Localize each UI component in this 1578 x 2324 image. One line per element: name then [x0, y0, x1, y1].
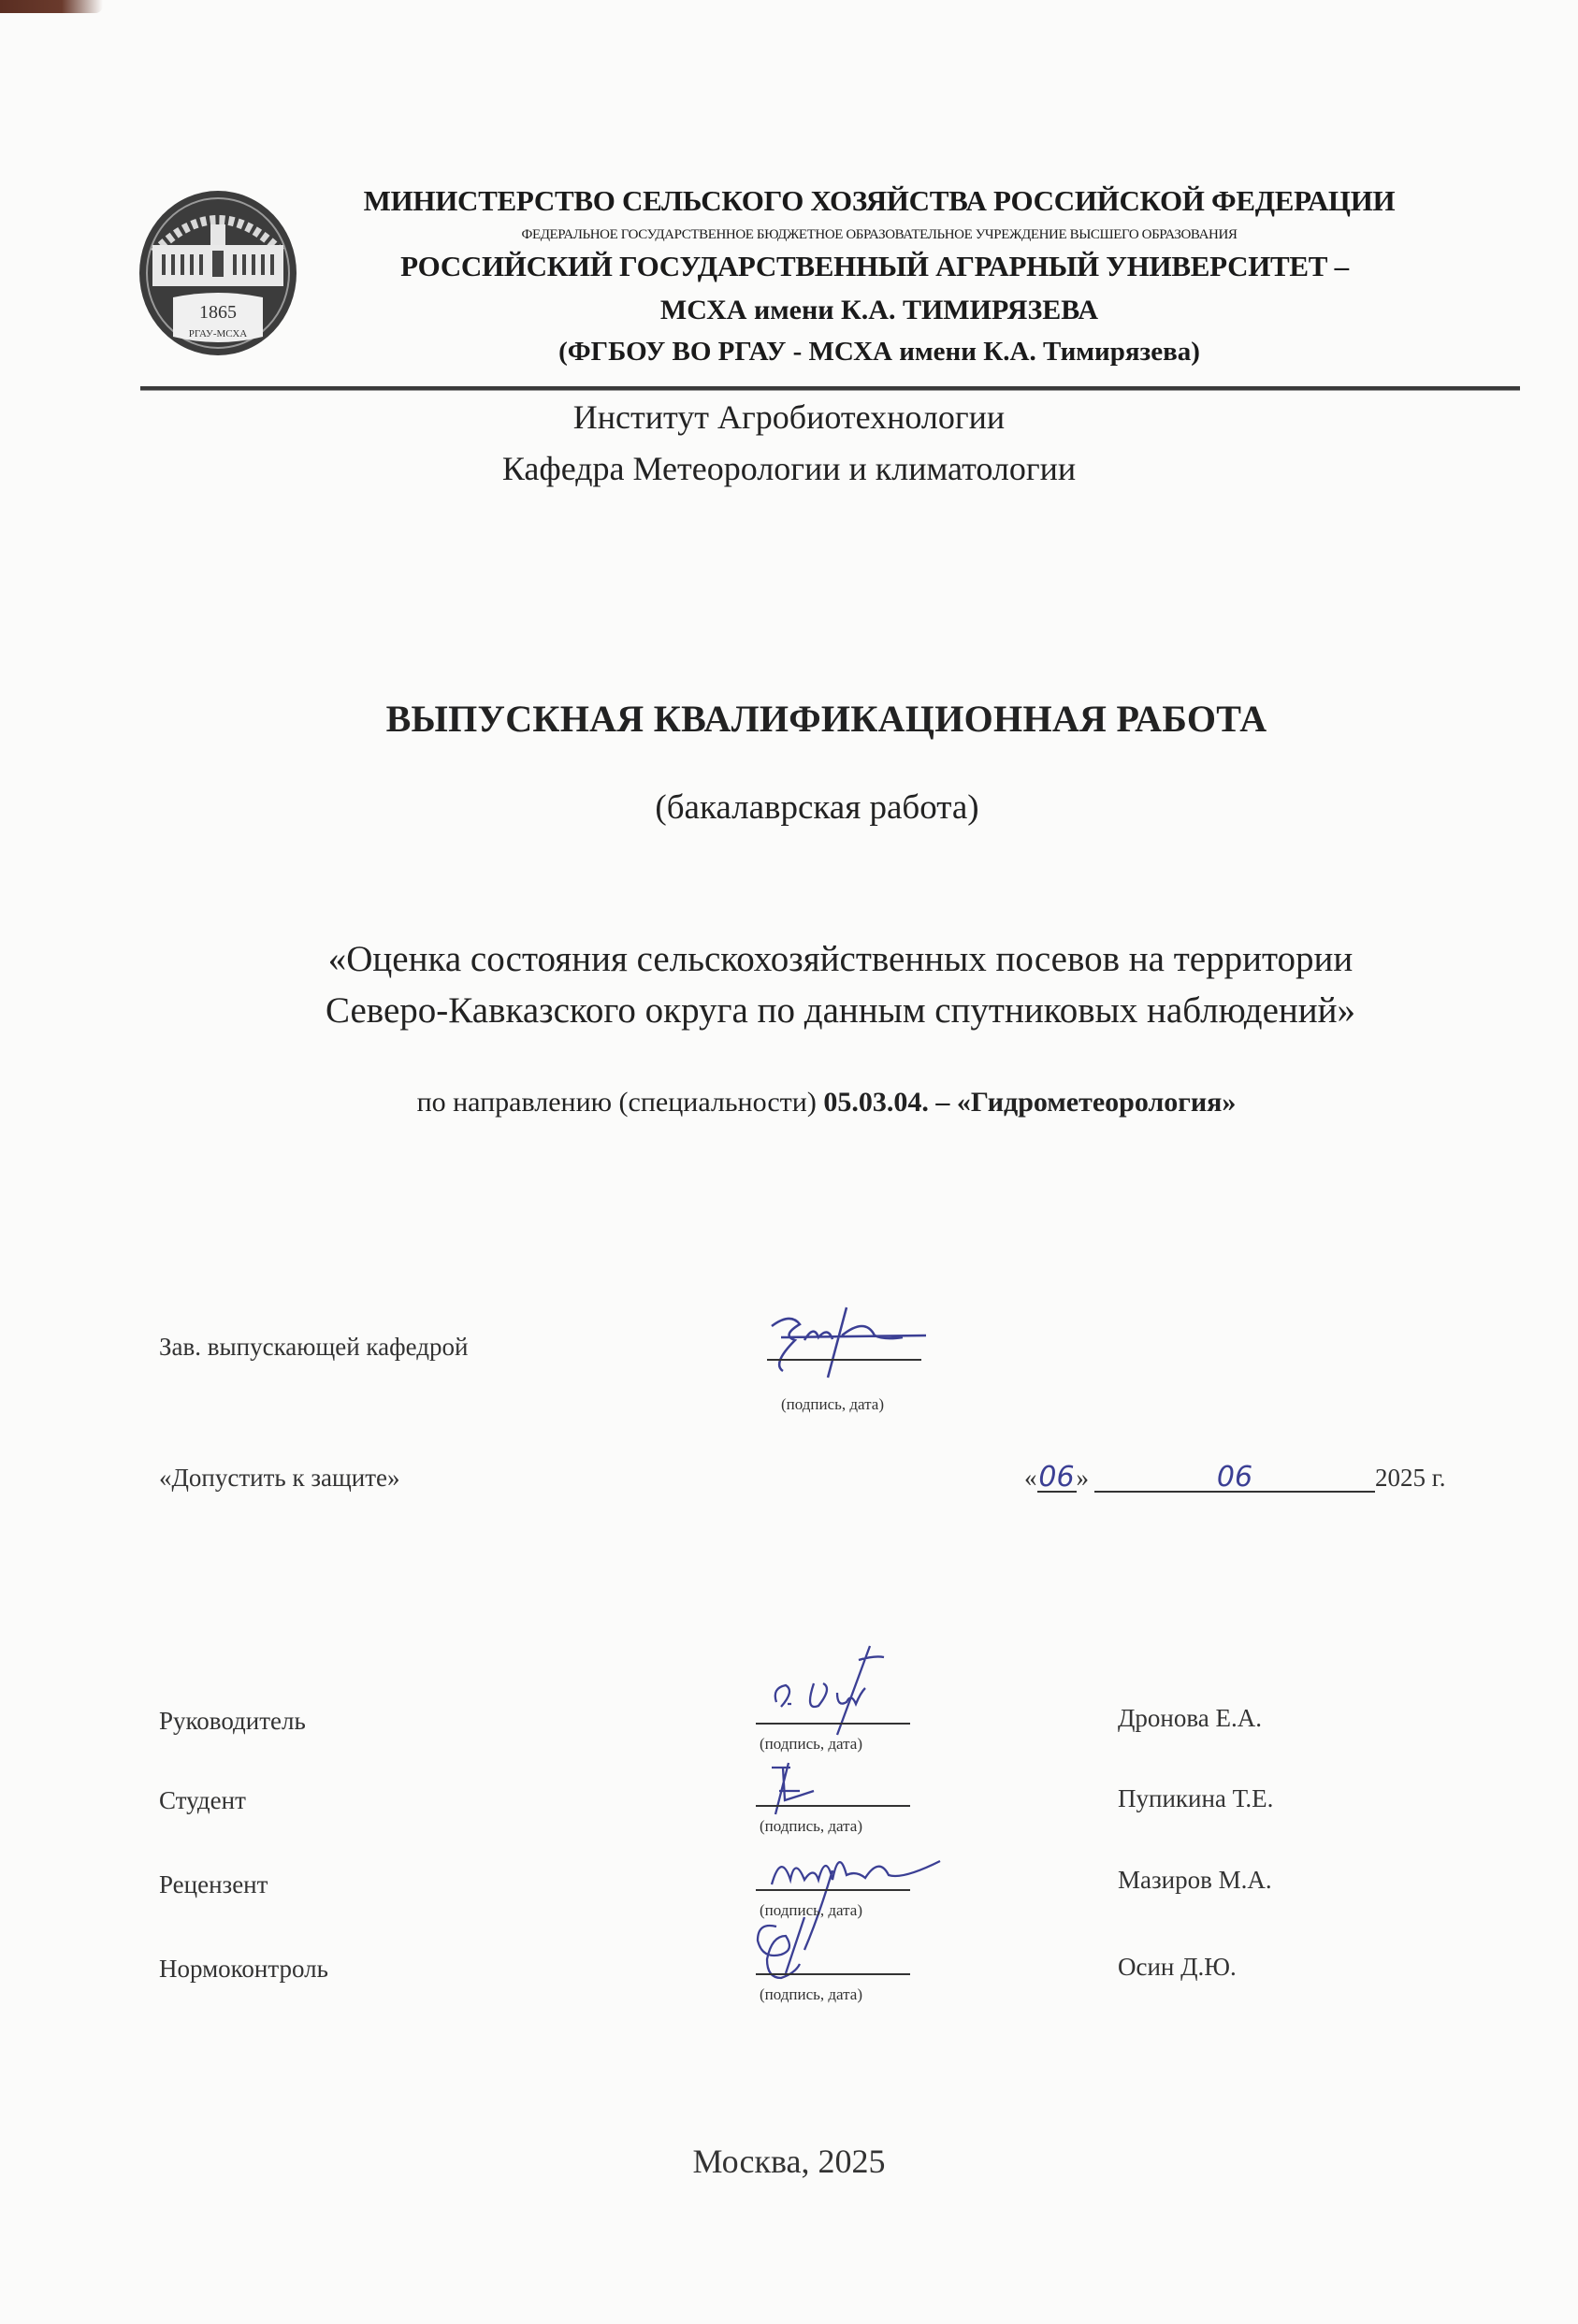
signature-caption: (подпись, дата)	[760, 1735, 863, 1753]
university-name-line1: РОССИЙСКИЙ ГОСУДАРСТВЕННЫЙ АГРАРНЫЙ УНИВЕРСИТЕТ –	[400, 250, 1349, 282]
signatory-name: Мазиров М.А.	[1118, 1866, 1272, 1894]
work-subtype: (бакалаврская работа)	[655, 788, 979, 827]
thesis-theme-line1: «Оценка состояния сельскохозяйственных посевов на территории	[327, 939, 1354, 979]
signature-line	[756, 1723, 910, 1725]
head-signature-caption: (подпись, дата)	[781, 1395, 885, 1413]
signature-line	[756, 1973, 910, 1975]
signatory-name: Дронова Е.А.	[1118, 1704, 1262, 1732]
signatory-name: Осин Д.Ю.	[1118, 1953, 1237, 1981]
university-abbreviation: (ФГБОУ ВО РГАУ - МСХА имени К.А. Тимирязева)	[558, 337, 1200, 367]
university-emblem-icon	[136, 187, 304, 360]
signature-caption: (подпись, дата)	[760, 1985, 863, 2003]
svg-text:1865: 1865	[199, 302, 237, 323]
signatory-role: Нормоконтроль	[159, 1955, 328, 1983]
signature-line	[756, 1805, 910, 1807]
svg-text:РГАУ-МСХА: РГАУ-МСХА	[188, 328, 248, 339]
admission-day: 06	[1038, 1461, 1075, 1494]
signature-caption: (подпись, дата)	[760, 1817, 863, 1835]
head-signature-line	[767, 1359, 921, 1361]
footer-city-year: Москва, 2025	[692, 2143, 886, 2180]
admission-year: 2025 г.	[1375, 1464, 1446, 1492]
study-direction	[37, 1087, 1578, 1119]
signature-line	[756, 1889, 910, 1891]
head-of-department-label: Зав. выпускающей кафедрой	[159, 1333, 469, 1361]
open-quote: «	[1024, 1464, 1037, 1492]
admission-label: «Допустить к защите»	[159, 1464, 400, 1492]
admission-date	[1024, 1461, 1446, 1494]
institute-name: Институт Агробиотехнологии	[572, 398, 1006, 436]
work-type-title: ВЫПУСКНАЯ КВАЛИФИКАЦИОННАЯ РАБОТА	[385, 698, 1267, 740]
direction-code: 05.03.04. – «Гидрометеорология»	[823, 1087, 1237, 1118]
signatory-role: Рецензент	[159, 1870, 268, 1898]
thesis-theme-line2: Северо-Кавказского округа по данным спутниковых наблюдений»	[325, 990, 1355, 1031]
student-signature	[762, 1763, 837, 1824]
institution-type: ФЕДЕРАЛЬНОЕ ГОСУДАРСТВЕННОЕ БЮДЖЕТНОЕ ОБРАЗОВАТЕЛЬНОЕ УЧРЕЖДЕНИЕ ВЫСШЕГО ОБРАЗОВАНИЯ	[521, 227, 1238, 242]
supervisor-signature	[748, 1646, 926, 1744]
close-quote: »	[1076, 1464, 1089, 1492]
signatory-role: Студент	[159, 1786, 246, 1814]
page-edge-shadow	[0, 0, 103, 13]
department-name: Кафедра Метеорологии и климатологии	[501, 450, 1077, 487]
university-name-line2: МСХА имени К.А. ТИМИРЯЗЕВА	[659, 295, 1099, 325]
header-divider	[140, 386, 1520, 391]
signatory-name: Пупикина Т.Е.	[1118, 1784, 1274, 1812]
signatory-role: Руководитель	[159, 1707, 306, 1735]
direction-prefix: по направлению (специальности)	[416, 1087, 824, 1118]
head-signature	[762, 1307, 931, 1387]
ministry-name: МИНИСТЕРСТВО СЕЛЬСКОГО ХОЗЯЙСТВА РОССИЙСКОЙ ФЕДЕРАЦИИ	[363, 184, 1396, 217]
norm-control-signature	[730, 1908, 842, 1987]
signature-caption: (подпись, дата)	[760, 1901, 863, 1919]
admission-month: 06	[1094, 1465, 1375, 1493]
